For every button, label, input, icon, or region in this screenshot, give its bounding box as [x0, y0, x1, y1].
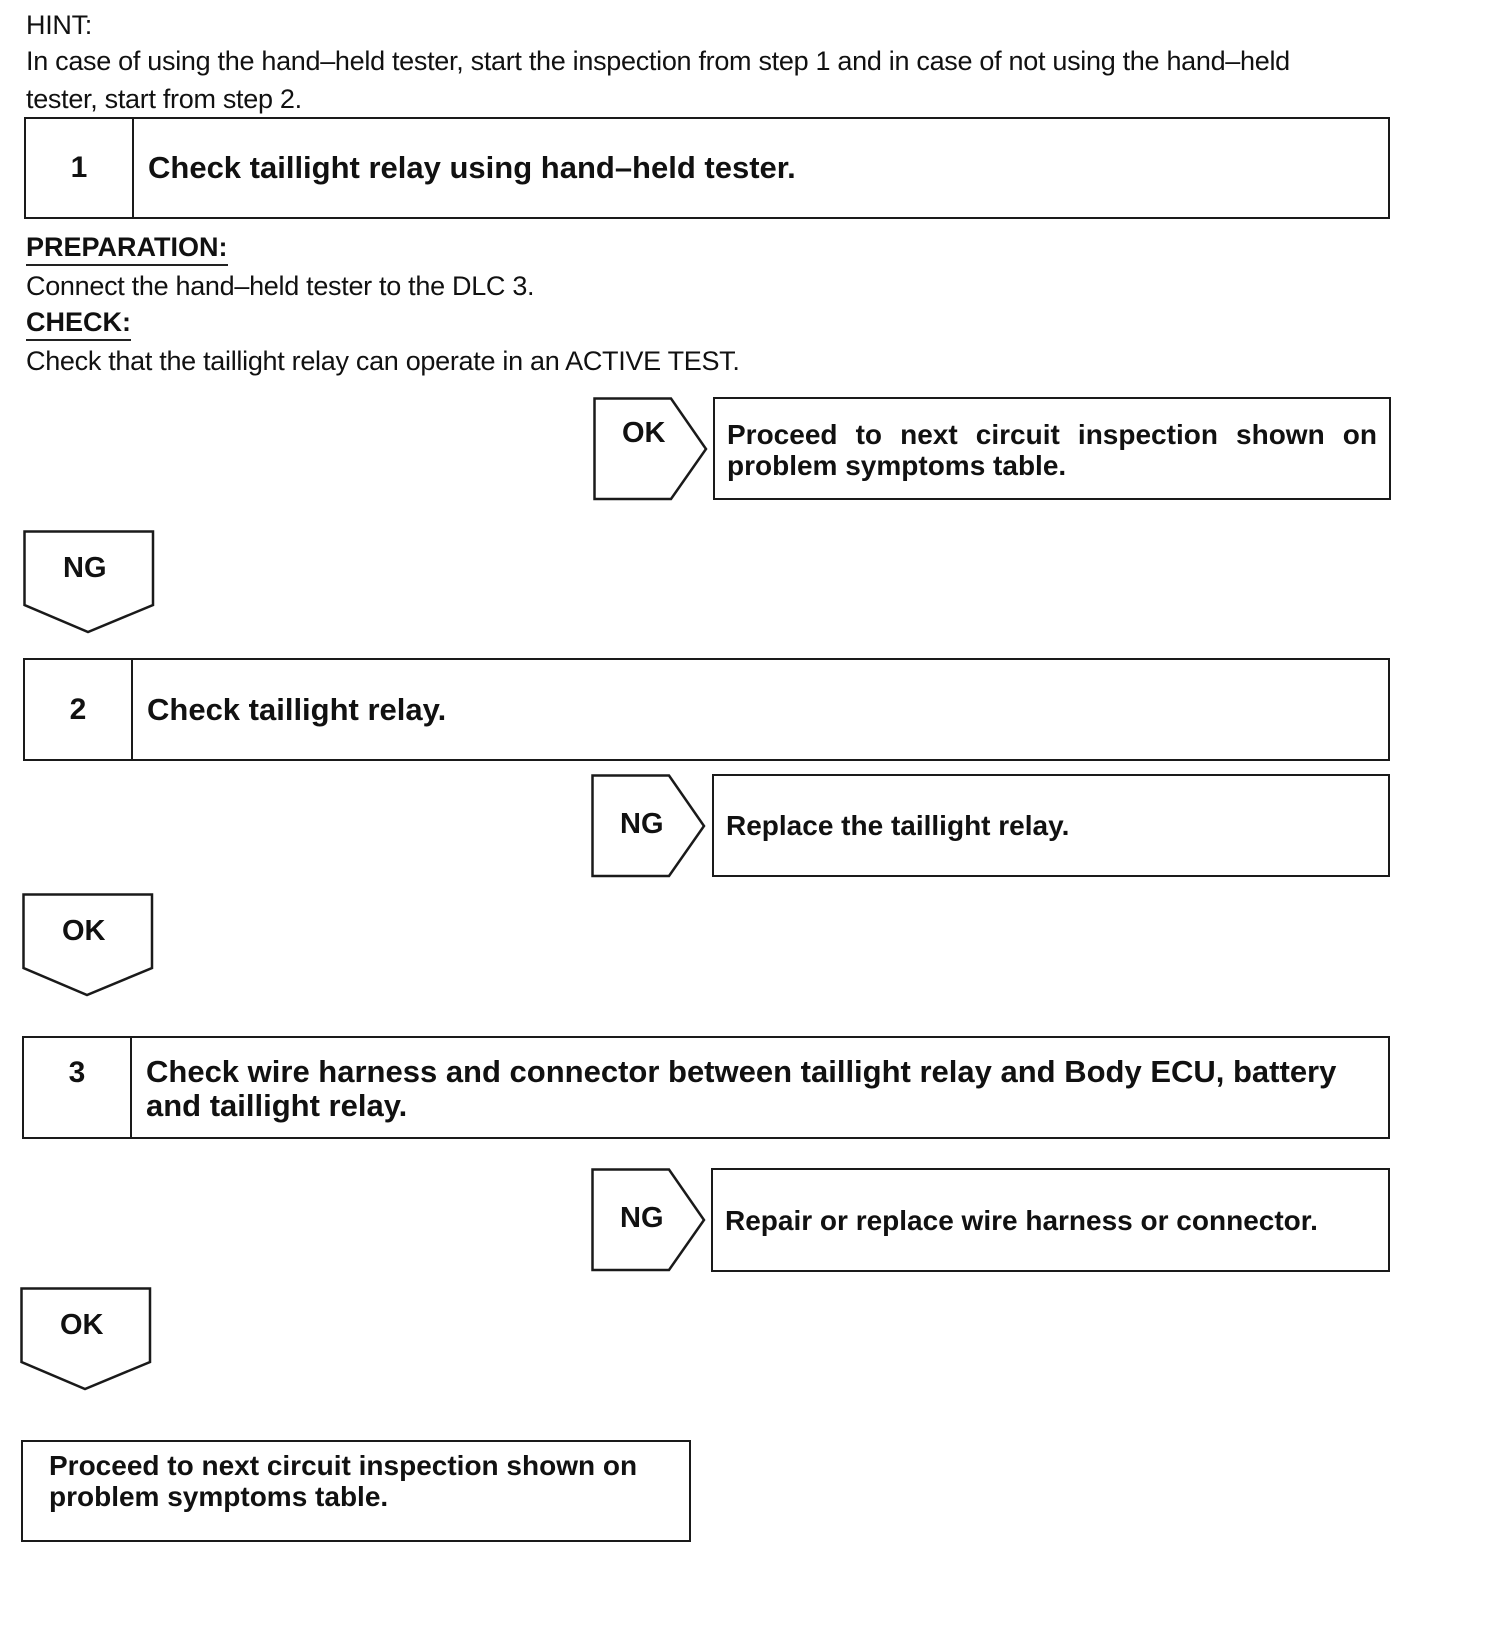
step-3-number: 3 — [24, 1038, 132, 1137]
step-2-ng-result — [712, 774, 1390, 877]
preparation-text: Connect the hand–held tester to the DLC 3. — [26, 271, 535, 301]
final-result-text: Proceed to next circuit inspection shown on problem symptoms table. — [49, 1450, 638, 1512]
check-heading — [26, 305, 131, 341]
step-2-ok-arrow — [22, 893, 154, 997]
hint-label: HINT: — [26, 10, 93, 40]
step-3-ng-result-text: Repair or replace wire harness or connector. — [725, 1204, 1318, 1236]
step-2-box — [23, 658, 1390, 761]
hint-text-line2: tester, start from step 2. — [26, 84, 302, 114]
step-1-ok-label: OK — [622, 417, 666, 449]
preparation-label: PREPARATION: — [26, 230, 228, 266]
check-label: CHECK: — [26, 305, 131, 341]
step-2-number: 2 — [25, 660, 133, 759]
step-2-ok-label: OK — [62, 915, 106, 947]
check-text: Check that the taillight relay can operate in an ACTIVE TEST. — [26, 346, 740, 376]
step-1-number: 1 — [26, 119, 134, 217]
step-3-ok-arrow — [20, 1287, 152, 1391]
step-2-title: Check taillight relay. — [147, 691, 447, 727]
step-1-box — [24, 117, 1390, 219]
step-1-ok-arrow — [593, 397, 709, 501]
step-1-title: Check taillight relay using hand–held tester. — [148, 150, 796, 185]
step-2-ng-label: NG — [620, 808, 664, 840]
step-3-box — [22, 1036, 1390, 1139]
step-2-ng-result-text: Replace the taillight relay. — [726, 810, 1070, 841]
step-3-ok-label: OK — [60, 1309, 104, 1341]
final-result-box — [21, 1440, 691, 1542]
step-1-ok-result-text: Proceed to next circuit inspection shown on problem symptoms table. — [727, 419, 1377, 481]
step-1-ng-label: NG — [63, 552, 107, 584]
hint-text-line1: In case of using the hand–held tester, start the inspection from step 1 and in case of not using the hand–held — [26, 46, 1290, 76]
step-2-ng-arrow — [591, 774, 707, 878]
step-3-ng-arrow — [591, 1168, 707, 1272]
preparation-heading — [26, 230, 228, 266]
step-1-ng-arrow — [23, 530, 155, 634]
step-3-title: Check wire harness and connector between taillight relay and Body ECU, battery and taillight relay. — [146, 1054, 1337, 1123]
step-3-ng-result — [711, 1168, 1390, 1272]
step-1-ok-result — [713, 397, 1391, 500]
step-3-ng-label: NG — [620, 1202, 664, 1234]
